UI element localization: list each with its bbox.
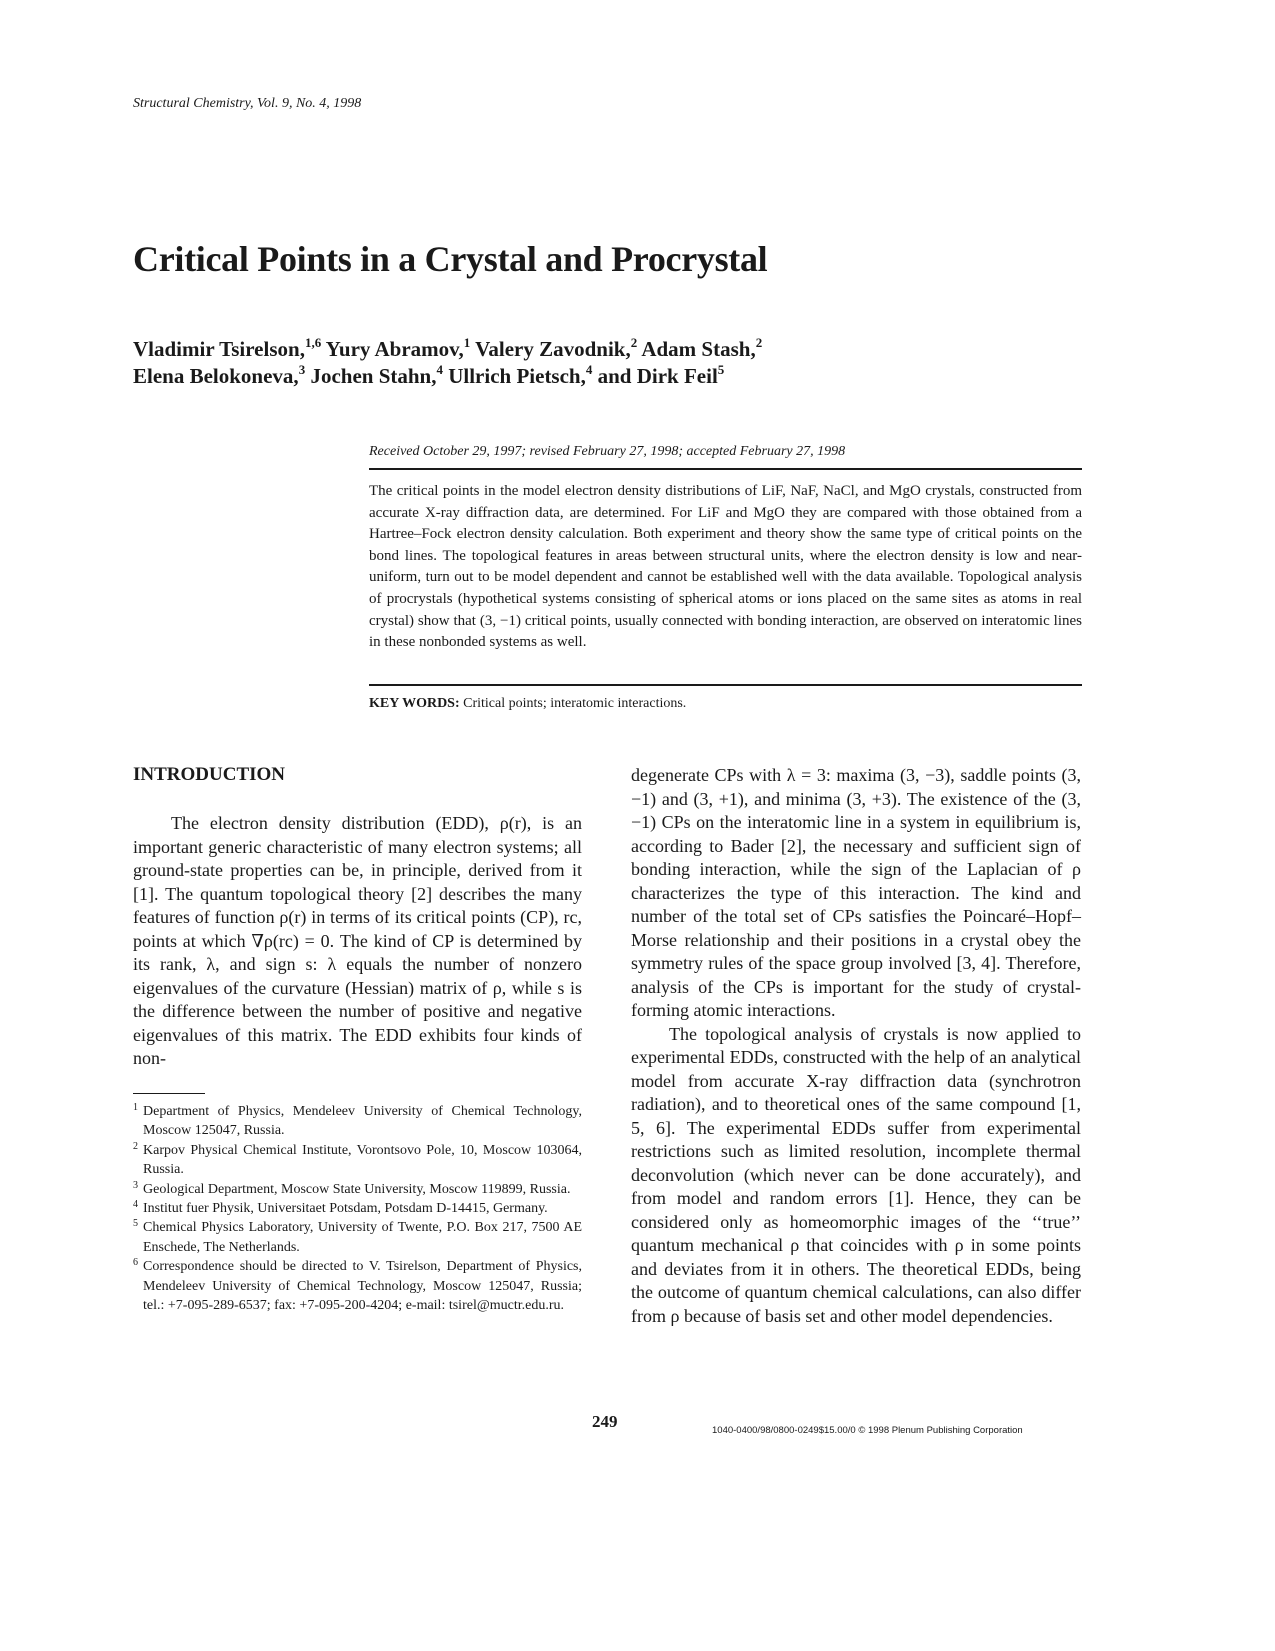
author-affiliation-mark: 3 (298, 362, 306, 377)
footnote (133, 1141, 582, 1180)
author-affiliation-mark: 1,6 (304, 335, 322, 350)
copyright-line: 1040-0400/98/0800-0249$15.00/0 © 1998 Plenum Publishing Corporation (712, 1425, 1023, 1436)
author-affiliation-mark: 4 (436, 362, 443, 377)
footnote-mark: 5 (133, 1218, 138, 1230)
author-name: Ullrich Pietsch, (448, 364, 586, 388)
footnote-text: Correspondence should be directed to V. Tsirelson, Department of Physics, Mendeleev University of Chemical Technology, Moscow 125047, Russia; tel.: +7-095-289-6537; fax: +7-095-200-4204; e-mail: tsirel@muctr.edu.ru. (143, 1259, 582, 1314)
footnote-mark: 1 (133, 1102, 138, 1113)
right-column-text (631, 764, 1081, 1328)
footnotes (133, 1102, 582, 1315)
author-name: Valery Zavodnik, (475, 337, 631, 361)
footnote (133, 1218, 582, 1257)
section-heading-introduction: INTRODUCTION (133, 764, 286, 785)
footnote-mark: 2 (133, 1140, 138, 1152)
body-paragraph: The topological analysis of crystals is now applied to experimental EDDs, constructed with the help of an analytical model from accurate X-ray diffraction data (synchrotron radiation), and to theoretical ones of the same compound [1, 5, 6]. The experimental EDDs suffer from experimental restrictions such as limited resolution, incomplete thermal deconvolution (which never can be done accurately), and from model and random errors [1]. Hence, they can be considered only as homeomorphic images of the ‘‘true’’ quantum mechanical ρ that coincides with ρ in some points and deviates from it in others. The theoretical EDDs, being the outcome of quantum chemical calculations, can also differ from ρ because of basis set and other model dependencies. (631, 1023, 1081, 1326)
body-paragraph: degenerate CPs with λ = 3: maxima (3, −3), saddle points (3, −1) and (3, +1), and minima (3, +3). The existence of the (3, −1) CPs on the interatomic line in a system in equilibrium is, according to Bader [2], the necessary and sufficient sign of bonding interaction, while the sign of the Laplacian of ρ characterizes the type of this interaction. The kind and number of the total set of CPs satisfies the Poincaré–Hopf–Morse relationship and their positions in a crystal obey the symmetry rules of the space group involved [3, 4]. Therefore, analysis of the CPs is important for the study of crystal-forming atomic interactions. (631, 765, 1081, 1020)
abstract-top-rule (369, 468, 1082, 470)
footnote-text: Chemical Physics Laboratory, University of Twente, P.O. Box 217, 7500 AE Enschede, The Netherlands. (143, 1220, 582, 1255)
footnote-text: Karpov Physical Chemical Institute, Vorontsovo Pole, 10, Moscow 103064, Russia. (143, 1142, 582, 1178)
author-name: Vladimir Tsirelson, (133, 337, 305, 361)
abstract: The critical points in the model electron density distributions of LiF, NaF, NaCl, and MgO crystals, constructed from accurate X-ray diffraction data, are determined. For LiF and MgO they are compared with those obtained from a Hartree–Fock electron density calculation. Both experiment and theory show the same type of critical points on the bond lines. The topological features in areas between structural units, where the electron density is low and near-uniform, turn out to be model dependent and cannot be established well with the data available. Topological analysis of procrystals (hypothetical systems consisting of spherical atoms or ions placed on the same sites as atoms in real crystal) show that (3, −1) critical points, usually connected with bonding interaction, are observed on interatomic lines in these nonbonded systems as well. (369, 483, 1082, 651)
author-name: and Dirk Feil (597, 364, 718, 388)
keywords-text: Critical points; interatomic interactions. (463, 696, 687, 711)
journal-citation: Structural Chemistry, Vol. 9, No. 4, 1998 (133, 96, 362, 111)
footnote-mark: 6 (133, 1257, 138, 1269)
author-line-1 (133, 336, 762, 363)
article-title: Critical Points in a Crystal and Procrystal (133, 239, 768, 279)
keywords (369, 696, 686, 712)
footnote (133, 1180, 582, 1199)
footnote (133, 1102, 582, 1141)
author-name: Jochen Stahn, (310, 364, 437, 388)
body-paragraph: The electron density distribution (EDD), ρ(r), is an important generic characteristic of many electron systems; all ground-state properties can be, in principle, derived from it [1]. The quantum topological theory [2] describes the many features of function ρ(r) in terms of its critical points (CP), rc, points at which ∇ρ(rc) = 0. The kind of CP is determined by its rank, λ, and sign s: λ equals the number of nonzero eigenvalues of the curvature (Hessian) matrix of ρ, while s is the difference between the number of positive and negative eigenvalues of this matrix. The EDD exhibits four kinds of non- (133, 813, 582, 1068)
footnote (133, 1199, 582, 1218)
author-name: Elena Belokoneva, (133, 364, 299, 388)
author-affiliation-mark: 1 (463, 335, 471, 350)
footnote-mark: 3 (133, 1179, 138, 1191)
author-line-2 (133, 363, 762, 390)
keywords-label: KEY WORDS: (369, 696, 460, 711)
author-affiliation-mark: 5 (717, 362, 725, 377)
received-dates: Received October 29, 1997; revised February 27, 1998; accepted February 27, 1998 (369, 444, 846, 459)
author-affiliation-mark: 2 (755, 335, 763, 350)
footnote-mark: 4 (133, 1199, 138, 1211)
footnote-text: Geological Department, Moscow State University, Moscow 119899, Russia. (143, 1181, 571, 1197)
author-name: Yury Abramov, (325, 337, 464, 361)
footnote-text: Institut fuer Physik, Universitaet Potsdam, Potsdam D-14415, Germany. (143, 1201, 548, 1217)
footnote (133, 1257, 582, 1315)
author-affiliation-mark: 2 (630, 335, 638, 350)
author-affiliation-mark: 4 (585, 362, 593, 377)
author-name: Adam Stash, (641, 337, 756, 361)
footnote-rule (133, 1093, 205, 1094)
footnote-text: Department of Physics, Mendeleev University of Chemical Technology, Moscow 125047, Russia. (143, 1104, 582, 1139)
page-number: 249 (592, 1412, 618, 1431)
author-list (133, 336, 762, 390)
abstract-bottom-rule (369, 684, 1082, 686)
left-column-text (133, 812, 582, 1071)
